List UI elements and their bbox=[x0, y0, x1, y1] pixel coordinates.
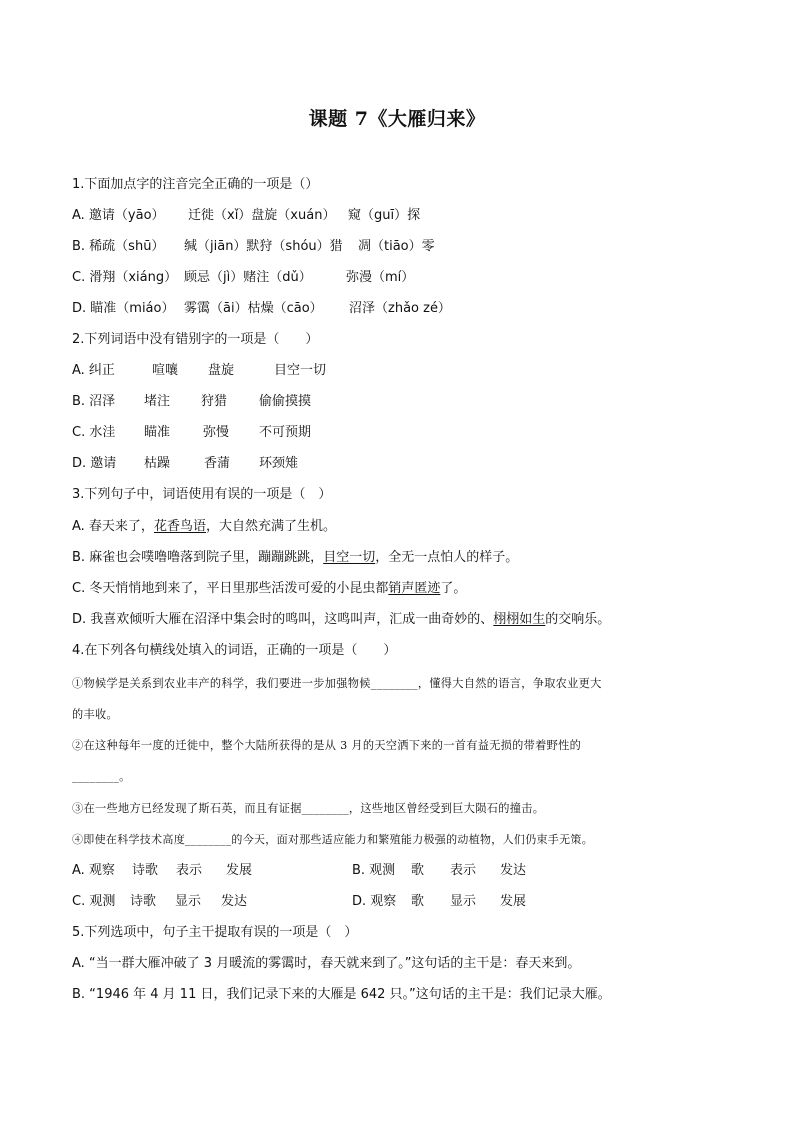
q5-option-b: B. “1946 年 4 月 11 日，我们记录下来的大雁是 642 只。”这句话的主干是：我们记录大雁。 bbox=[72, 987, 611, 1002]
q2-option-c bbox=[72, 424, 311, 442]
q1-a-part2: 迁徙（xǐ）盘旋（xuán） bbox=[188, 208, 336, 223]
q4-c-word2: 诗歌 bbox=[130, 894, 157, 909]
q3-c-underlined: 销声匿迹 bbox=[388, 581, 441, 596]
q3-d-underlined: 栩栩如生 bbox=[493, 612, 546, 627]
q4-a-word3: 表示 bbox=[176, 863, 203, 878]
q1-d-part1: D. 瞄准（miáo） bbox=[72, 301, 175, 316]
q2-d-word4: 环颈雉 bbox=[259, 456, 299, 471]
q3-a-text: A. 春天来了， bbox=[72, 519, 154, 534]
q3-b-text-end: ，全无一点怕人的样子。 bbox=[375, 550, 519, 565]
q2-a-word4: 目空一切 bbox=[274, 363, 327, 378]
q2-option-d bbox=[72, 455, 298, 473]
q5-option-a: A. “当一群大雁冲破了 3 月暖流的雾霭时，春天就来到了。”这句话的主干是：春天来到。 bbox=[72, 956, 581, 971]
q2-b-word1: B. 沼泽 bbox=[72, 394, 116, 409]
q3-d-text: D. 我喜欢倾听大雁在沼泽中集会时的鸣叫，这鸣叫声，汇成一曲奇妙的、 bbox=[72, 612, 494, 627]
q3-c-text: C. 冬天悄悄地到来了，平日里那些活泼可爱的小昆虫都 bbox=[72, 581, 389, 596]
q1-c-part1: C. 滑翔（xiáng） bbox=[72, 270, 178, 285]
q2-c-word3: 弥慢 bbox=[203, 425, 230, 440]
q4-b-word3: 表示 bbox=[450, 863, 477, 878]
q4-sentence-2: ②在这种每年一度的迁徙中，整个大陆所获得的是从 3 月的天空洒下来的一首有益无损的带着野性的 bbox=[72, 739, 582, 752]
q4-d-word4: 发展 bbox=[500, 894, 527, 909]
q1-a-part3: 窥（guī）探 bbox=[348, 208, 421, 223]
q1-b-part1: B. 稀疏（shū） bbox=[72, 239, 165, 254]
q5-stem: 5.下列选项中，句子主干提取有误的一项是（ ） bbox=[72, 925, 358, 940]
q4-d-word1: D. 观察 bbox=[352, 894, 397, 909]
q1-option-c bbox=[72, 269, 414, 287]
q4-options-cd bbox=[72, 893, 526, 911]
q4-b-word2: 歌 bbox=[411, 863, 425, 878]
q4-options-ab bbox=[72, 862, 526, 880]
q4-c-word4: 发达 bbox=[221, 894, 248, 909]
q3-stem: 3.下列句子中，词语使用有误的一项是（ ） bbox=[72, 487, 332, 502]
q2-c-word4: 不可预期 bbox=[259, 425, 312, 440]
q4-a-word2: 诗歌 bbox=[132, 863, 159, 878]
q4-c-word1: C. 观测 bbox=[72, 894, 116, 909]
q3-option-d bbox=[72, 611, 610, 629]
q1-a-part1: A. 邀请（yāo） bbox=[72, 208, 165, 223]
q4-sentence-4: ④即使在科学技术高度________的今天，面对那些适应能力和繁殖能力极强的动植物，人们仍束手无策。 bbox=[72, 833, 593, 846]
q2-a-word2: 喧嚷 bbox=[152, 363, 179, 378]
q1-option-d bbox=[72, 300, 451, 318]
q2-d-word3: 香蒲 bbox=[204, 456, 231, 471]
q3-c-text-end: 了。 bbox=[440, 581, 467, 596]
q2-d-word1: D. 邀请 bbox=[72, 456, 117, 471]
q4-d-word3: 显示 bbox=[450, 894, 477, 909]
q1-stem: 1.下面加点字的注音完全正确的一项是（） bbox=[72, 177, 319, 192]
q1-d-part3: 沼泽（zhǎo zé） bbox=[349, 301, 451, 316]
q4-sentence-2-cont: ________。 bbox=[72, 770, 131, 783]
q4-a-word4: 发展 bbox=[226, 863, 253, 878]
q1-b-part3: 凋（tiāo）零 bbox=[358, 239, 435, 254]
q2-option-b bbox=[72, 393, 311, 411]
q1-option-a bbox=[72, 207, 420, 225]
q4-a-word1: A. 观察 bbox=[72, 863, 115, 878]
q2-b-word4: 偷偷摸摸 bbox=[259, 394, 312, 409]
q4-b-word4: 发达 bbox=[500, 863, 527, 878]
q1-b-part2: 缄（jiān）默狩（shóu）猎 bbox=[184, 239, 343, 254]
q2-option-a bbox=[72, 362, 326, 380]
q4-d-word2: 歌 bbox=[411, 894, 425, 909]
q4-sentence-1-cont: 的丰收。 bbox=[72, 708, 118, 721]
q2-d-word2: 枯躁 bbox=[144, 456, 171, 471]
q1-c-part3: 弥漫（mí） bbox=[346, 270, 415, 285]
q3-option-a bbox=[72, 518, 336, 536]
q1-d-part2: 雾霭（āi）枯燥（cāo） bbox=[184, 301, 323, 316]
q3-a-text-end: ，大自然充满了生机。 bbox=[205, 519, 336, 534]
q3-a-underlined: 花香鸟语 bbox=[153, 519, 206, 534]
q2-stem: 2.下列词语中没有错别字的一项是（ ） bbox=[72, 332, 319, 347]
q1-c-part2: 顾忌（jì）赌注（dǔ） bbox=[184, 270, 312, 285]
q3-option-b bbox=[72, 549, 518, 567]
q4-b-word1: B. 观测 bbox=[352, 863, 396, 878]
q1-option-b bbox=[72, 238, 435, 256]
q2-b-word2: 堵注 bbox=[144, 394, 171, 409]
q3-b-text: B. 麻雀也会噗噜噜落到院子里，蹦蹦跳跳， bbox=[72, 550, 324, 565]
q4-sentence-3: ③在一些地方已经发现了斯石英，而且有证据________，这些地区曾经受到巨大陨石的撞击。 bbox=[72, 802, 545, 815]
q4-stem: 4.在下列各句横线处填入的词语，正确的一项是（ ） bbox=[72, 643, 397, 658]
q3-d-text-end: 的交响乐。 bbox=[545, 612, 611, 627]
q2-a-word1: A. 纠正 bbox=[72, 363, 115, 378]
q2-a-word3: 盘旋 bbox=[208, 363, 235, 378]
q2-b-word3: 狩猎 bbox=[201, 394, 228, 409]
q4-c-word3: 显示 bbox=[175, 894, 202, 909]
q2-c-word2: 瞄准 bbox=[144, 425, 171, 440]
q2-c-word1: C. 水洼 bbox=[72, 425, 116, 440]
page-title: 课题 7《大雁归来》 bbox=[308, 108, 486, 130]
q3-option-c bbox=[72, 580, 466, 598]
q3-b-underlined: 目空一切 bbox=[323, 550, 376, 565]
q4-sentence-1: ①物候学是关系到农业丰产的科学，我们要进一步加强物候________，懂得大自然的语言，争取农业更大 bbox=[72, 677, 602, 690]
